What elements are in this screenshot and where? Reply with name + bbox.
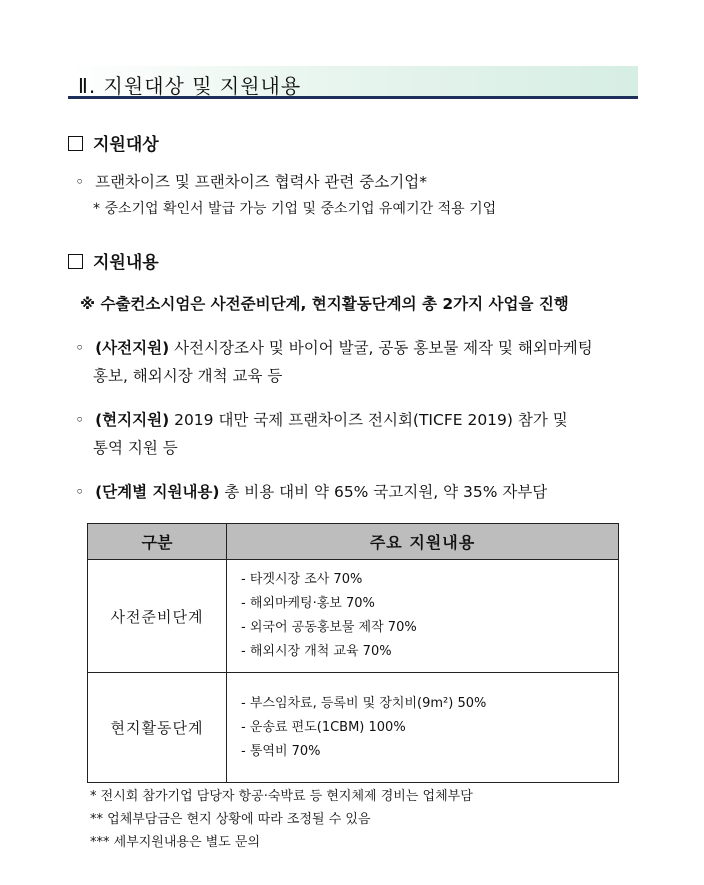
content-item-local-cont: 통역 지원 등 — [93, 439, 178, 457]
table-item: - 외국어 공동홍보물 제작 70% — [241, 620, 417, 635]
footnote-1: * 전시회 참가기업 담당자 항공·숙박료 등 현지체제 경비는 업체부담 — [90, 789, 473, 804]
table-header-content: 주요 지원내용 — [227, 524, 619, 560]
table-cell-category: 사전준비단계 — [88, 560, 227, 673]
section-title: Ⅱ. 지원대상 및 지원내용 — [78, 74, 302, 98]
checkbox-square-icon — [68, 254, 83, 269]
target-line-1: ◦ 프랜차이즈 및 프랜차이즈 협력사 관련 중소기업* — [75, 173, 427, 191]
checkbox-square-icon — [68, 136, 83, 151]
table-cell-items — [227, 560, 619, 673]
table-item: - 통역비 70% — [241, 743, 321, 759]
target-heading: 지원대상 — [68, 130, 159, 155]
bullet-icon: ◦ — [75, 173, 85, 191]
table-item: - 운송료 편도(1CBM) 100% — [241, 719, 406, 735]
support-table — [87, 523, 619, 783]
target-line-2: * 중소기업 확인서 발급 가능 기업 및 중소기업 유예기간 적용 기업 — [93, 201, 497, 217]
content-item-prep-cont: 홍보, 해외시장 개척 교육 등 — [93, 367, 283, 385]
table-header-category: 구분 — [88, 524, 227, 560]
table-cell-category: 현지활동단계 — [88, 673, 227, 783]
bullet-icon: ◦ — [75, 411, 85, 429]
table-cell-items — [227, 673, 619, 783]
table-row — [88, 673, 619, 783]
table-row — [88, 560, 619, 673]
content-item-local: ◦ (현지지원) 2019 대만 국제 프랜차이즈 전시회(TICFE 2019) 참가 및 — [75, 411, 568, 429]
table-item: - 해외시장 개척 교육 70% — [241, 644, 392, 659]
table-header-row — [88, 524, 619, 560]
table-item: - 타겟시장 조사 70% — [241, 572, 363, 587]
table-item: - 부스임차료, 등록비 및 장치비(9m²) 50% — [241, 695, 487, 711]
footnote-2: ** 업체부담금은 현지 상황에 따라 조정될 수 있음 — [90, 812, 371, 827]
content-item-prep: ◦ (사전지원) 사전시장조사 및 바이어 발굴, 공동 홍보물 제작 및 해외마케팅 — [75, 339, 593, 357]
content-notice: ※ 수출컨소시엄은 사전준비단계, 현지활동단계의 총 2가지 사업을 진행 — [80, 295, 569, 313]
footnote-3: *** 세부지원내용은 별도 문의 — [90, 835, 261, 850]
bullet-icon: ◦ — [75, 483, 85, 501]
table-item: - 해외마케팅·홍보 70% — [241, 596, 375, 611]
content-item-stage: ◦ (단계별 지원내용) 총 비용 대비 약 65% 국고지원, 약 35% 자부담 — [75, 483, 548, 501]
bullet-icon: ◦ — [75, 339, 85, 357]
content-heading: 지원내용 — [68, 248, 159, 273]
